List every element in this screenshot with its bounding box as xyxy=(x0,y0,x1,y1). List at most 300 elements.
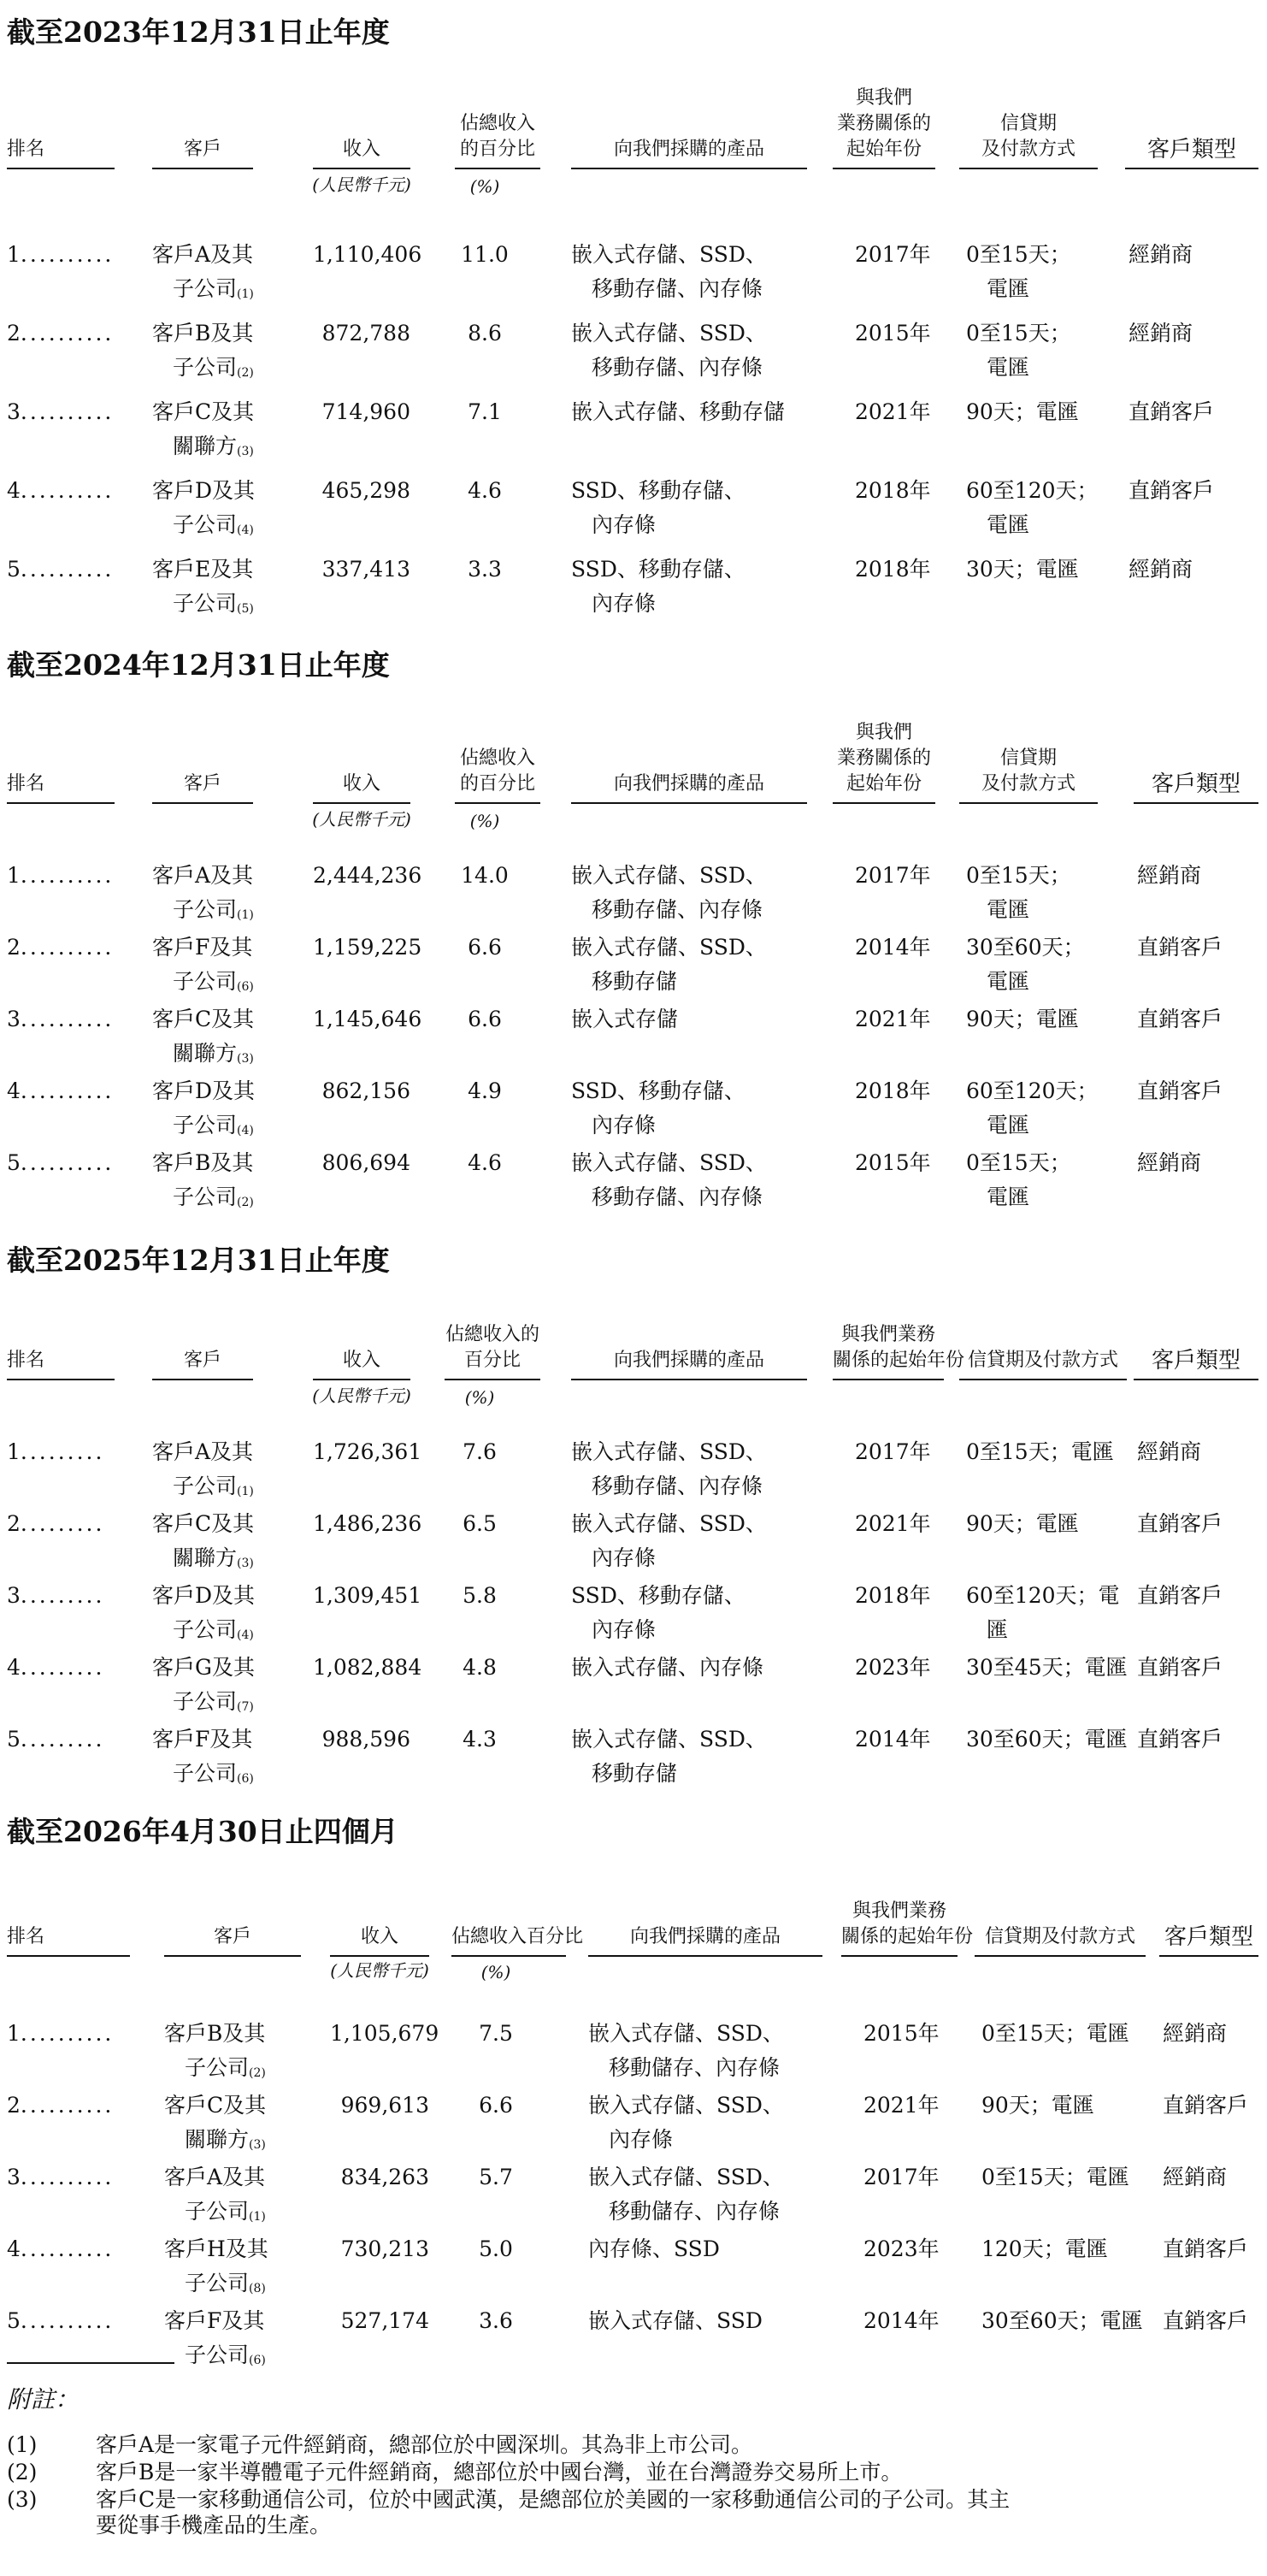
header-underline xyxy=(313,1379,410,1380)
header-line: 的百分比 xyxy=(459,773,535,795)
credit-line: 電匯 xyxy=(987,1113,1030,1137)
footnote-item xyxy=(7,2487,1264,2538)
products-line: 嵌入式存儲、移動存儲 xyxy=(571,399,786,424)
products-line: 嵌入式存儲、SSD、 xyxy=(571,242,767,267)
footnote-number: (3) xyxy=(7,2487,38,2512)
rank-number: 2 xyxy=(7,321,21,346)
column-header-type xyxy=(1134,1348,1258,1374)
header-underline xyxy=(152,168,253,169)
rank-number: 3 xyxy=(7,1007,21,1031)
header-underline xyxy=(455,168,540,169)
header-underline xyxy=(445,1379,540,1380)
column-header-revenue xyxy=(313,771,410,797)
customer-cell xyxy=(164,2232,268,2306)
rank-cell xyxy=(7,316,114,351)
table-row xyxy=(0,1074,1267,1143)
share-cell: 3.3 xyxy=(468,557,502,582)
customer-relation xyxy=(152,1685,255,1724)
products-cell xyxy=(571,1651,763,1685)
header-line: 客戶類型 xyxy=(1151,771,1240,797)
rank-number: 1 xyxy=(7,242,21,267)
customer-cell xyxy=(152,931,254,1004)
products-line: 嵌入式存儲、SSD xyxy=(588,2308,763,2333)
section-title: 截至2024年12月31日止年度 xyxy=(7,648,390,682)
credit-line: 60至120天； xyxy=(966,1078,1099,1103)
rank-number: 4 xyxy=(7,2236,21,2261)
customer-relation-text: 關聯方 xyxy=(173,1041,238,1066)
footnote-ref: (6) xyxy=(249,2354,266,2367)
footnote-ref: (1) xyxy=(237,908,254,922)
rank-number: 5 xyxy=(7,1727,21,1752)
credit-line: 0至15天；電匯 xyxy=(981,2021,1129,2046)
table-section xyxy=(0,1803,1267,2367)
customer-relation xyxy=(152,893,254,932)
customer-relation-text: 子公司 xyxy=(173,591,238,616)
products-line: 移動存儲、內存條 xyxy=(592,355,763,380)
products-line: 內存條 xyxy=(609,2127,674,2152)
customer-type-cell: 經銷商 xyxy=(1129,242,1193,267)
products-line: 移動儲存、內存條 xyxy=(609,2055,781,2080)
header-line: 起始年份 xyxy=(846,773,922,795)
header-line: 佔總收入百分比 xyxy=(451,1926,584,1947)
customer-name: 客戶A及其 xyxy=(152,242,254,267)
credit-line: 90天；電匯 xyxy=(966,1511,1079,1536)
column-header-rank xyxy=(7,1348,44,1374)
table-row xyxy=(0,474,1267,542)
customer-type-cell: 直銷客戶 xyxy=(1137,1655,1223,1680)
rank-cell xyxy=(7,2160,114,2195)
credit-terms-cell xyxy=(966,316,1071,385)
start-year-cell: 2014年 xyxy=(855,935,931,960)
products-line: 移動儲存、內存條 xyxy=(609,2199,781,2224)
rank-number: 2 xyxy=(7,935,21,960)
customer-relation-text: 子公司 xyxy=(173,1474,238,1498)
products-line: 嵌入式存儲、SSD、 xyxy=(571,1511,767,1536)
customer-relation xyxy=(152,1541,254,1580)
header-line: 客戶 xyxy=(183,773,221,795)
customer-relation xyxy=(152,272,254,311)
credit-line: 30至60天；電匯 xyxy=(981,2308,1143,2333)
header-underline xyxy=(7,802,115,804)
credit-terms-cell xyxy=(966,1074,1099,1143)
header-line: 關係的起始年份 xyxy=(833,1350,965,1371)
footnote-ref: (4) xyxy=(237,523,254,537)
products-line: 內存條 xyxy=(592,591,657,616)
share-cell: 7.5 xyxy=(479,2021,513,2046)
share-cell: 6.5 xyxy=(463,1511,497,1536)
customer-relation xyxy=(152,1757,254,1796)
header-underline xyxy=(313,802,410,804)
table-section xyxy=(0,635,1267,1230)
start-year-cell: 2021年 xyxy=(863,2093,940,2118)
footnote-ref: (5) xyxy=(237,602,254,616)
rank-number: 4 xyxy=(7,478,21,503)
customer-name: 客戶A及其 xyxy=(152,1439,254,1464)
header-line: 與我們 xyxy=(855,722,912,743)
leader-dots: .......... xyxy=(20,2021,115,2046)
start-year-cell: 2021年 xyxy=(855,1007,931,1031)
credit-terms-cell xyxy=(966,474,1099,542)
start-year-cell: 2018年 xyxy=(855,1078,931,1103)
rank-cell xyxy=(7,1435,104,1469)
rank-cell xyxy=(7,1002,114,1037)
customer-type-cell: 直銷客戶 xyxy=(1137,935,1223,960)
customer-relation-text: 子公司 xyxy=(185,2271,250,2295)
rank-number: 1 xyxy=(7,863,21,888)
share-cell: 6.6 xyxy=(468,935,502,960)
products-line: 嵌入式存儲、SSD、 xyxy=(571,863,767,888)
share-cell: 14.0 xyxy=(461,863,509,888)
header-underline xyxy=(975,1955,1146,1957)
rank-cell xyxy=(7,1579,104,1613)
credit-line: 30至60天；電匯 xyxy=(966,1727,1128,1752)
customer-relation-text: 關聯方 xyxy=(173,434,238,458)
customer-relation-text: 子公司 xyxy=(173,1761,238,1786)
customer-type-cell: 直銷客戶 xyxy=(1137,1007,1223,1031)
credit-line: 0至15天； xyxy=(966,242,1071,267)
revenue-cell: 1,726,361 xyxy=(313,1439,422,1464)
credit-terms-cell xyxy=(981,2304,1143,2338)
customer-cell xyxy=(152,1435,254,1509)
header-line: 關係的起始年份 xyxy=(841,1926,974,1947)
products-cell xyxy=(571,931,767,999)
header-line: 客戶 xyxy=(183,139,221,160)
products-line: 內存條 xyxy=(592,1545,657,1570)
credit-terms-cell xyxy=(966,1146,1071,1214)
table-row xyxy=(0,1507,1267,1575)
column-header-start xyxy=(841,1899,974,1950)
products-line: 移動存儲、內存條 xyxy=(592,1185,763,1209)
products-cell xyxy=(571,395,785,429)
products-line: 內存條 xyxy=(592,1113,657,1137)
customer-cell xyxy=(164,2017,266,2090)
start-year-cell: 2017年 xyxy=(855,863,931,888)
credit-line: 匯 xyxy=(987,1617,1009,1642)
products-line: 內存條、SSD xyxy=(588,2236,720,2261)
share-cell: 7.1 xyxy=(468,399,502,424)
rank-number: 1 xyxy=(7,1439,21,1464)
revenue-cell: 714,960 xyxy=(321,399,410,424)
rank-number: 4 xyxy=(7,1655,21,1680)
products-line: 嵌入式存儲、SSD、 xyxy=(588,2165,784,2189)
share-cell: 5.0 xyxy=(479,2236,513,2261)
header-line: 客戶類型 xyxy=(1164,1924,1253,1950)
header-underline xyxy=(1134,1379,1258,1380)
customer-name: 客戶F及其 xyxy=(152,1727,253,1752)
customer-relation-text: 子公司 xyxy=(173,969,238,994)
footnote-text xyxy=(96,2460,902,2485)
header-underline xyxy=(7,168,115,169)
column-header-customer xyxy=(164,1924,301,1950)
credit-terms-cell xyxy=(966,238,1071,306)
header-underline xyxy=(833,1379,944,1380)
section-title: 截至2026年4月30日止四個月 xyxy=(7,1815,398,1848)
customer-cell xyxy=(164,2089,266,2162)
header-underline xyxy=(841,1955,958,1957)
section-title: 截至2025年12月31日止年度 xyxy=(7,1244,390,1277)
revenue-cell: 969,613 xyxy=(340,2093,429,2118)
leader-dots: .......... xyxy=(20,1150,115,1175)
customer-name: 客戶C及其 xyxy=(152,1511,255,1536)
footnote-ref: (1) xyxy=(237,287,254,301)
revenue-cell: 988,596 xyxy=(321,1727,410,1752)
products-cell xyxy=(588,2089,784,2157)
share-cell: 11.0 xyxy=(461,242,509,267)
share-cell: 6.6 xyxy=(479,2093,513,2118)
customer-relation-text: 子公司 xyxy=(173,512,238,537)
customer-type-cell: 直銷客戶 xyxy=(1129,478,1215,503)
header-line: 客戶類型 xyxy=(1146,137,1236,162)
customer-relation xyxy=(152,351,254,390)
customer-type-cell: 經銷商 xyxy=(1129,557,1193,582)
credit-line: 0至15天；電匯 xyxy=(981,2165,1129,2189)
products-cell xyxy=(571,1722,767,1791)
rank-number: 2 xyxy=(7,1511,21,1536)
rank-cell xyxy=(7,2232,114,2266)
customer-relation-text: 關聯方 xyxy=(173,1545,238,1570)
customer-relation xyxy=(152,508,255,547)
share-cell: 4.8 xyxy=(463,1655,497,1680)
revenue-cell: 1,309,451 xyxy=(313,1583,422,1608)
share-cell: 5.8 xyxy=(463,1583,497,1608)
customer-type-cell: 直銷客戶 xyxy=(1129,399,1215,424)
products-cell xyxy=(571,1074,745,1143)
credit-terms-cell xyxy=(966,1651,1128,1685)
credit-terms-cell xyxy=(966,931,1085,999)
customer-relation-text: 子公司 xyxy=(173,897,238,922)
column-header-products xyxy=(571,137,807,162)
customer-relation xyxy=(152,965,254,1004)
customer-name: 客戶H及其 xyxy=(164,2236,268,2261)
products-line: 嵌入式存儲、SSD、 xyxy=(571,935,767,960)
customer-relation xyxy=(152,1469,254,1509)
footnote-ref: (8) xyxy=(249,2282,266,2295)
column-header-credit xyxy=(975,1924,1146,1950)
column-header-start xyxy=(833,1322,965,1374)
revenue-unit: (人民幣千元) xyxy=(312,174,411,195)
products-cell xyxy=(571,859,767,927)
products-cell xyxy=(571,238,767,306)
rank-cell xyxy=(7,395,114,429)
credit-line: 90天；電匯 xyxy=(966,399,1079,424)
revenue-cell: 337,413 xyxy=(321,557,410,582)
credit-line: 電匯 xyxy=(987,355,1030,380)
customer-type-cell: 直銷客戶 xyxy=(1163,2236,1249,2261)
share-unit: (%) xyxy=(469,176,500,197)
table-row xyxy=(0,1146,1267,1214)
leader-dots: .......... xyxy=(20,1078,115,1103)
start-year-cell: 2017年 xyxy=(855,242,931,267)
header-underline xyxy=(451,1955,566,1957)
customer-cell xyxy=(152,859,254,932)
customer-name: 客戶B及其 xyxy=(152,321,254,346)
column-header-revenue xyxy=(313,1348,410,1374)
column-header-rank xyxy=(7,1924,44,1950)
footnote-line: 客戶A是一家電子元件經銷商，總部位於中國深圳。其為非上市公司。 xyxy=(96,2432,753,2457)
products-line: 內存條 xyxy=(592,1617,657,1642)
start-year-cell: 2015年 xyxy=(863,2021,940,2046)
credit-line: 電匯 xyxy=(987,969,1030,994)
start-year-cell: 2015年 xyxy=(855,321,931,346)
customer-name: 客戶D及其 xyxy=(152,1583,256,1608)
customer-type-cell: 經銷商 xyxy=(1137,1150,1202,1175)
customer-relation xyxy=(152,587,254,626)
credit-line: 0至15天； xyxy=(966,863,1071,888)
rank-cell xyxy=(7,552,114,587)
credit-terms-cell xyxy=(981,2089,1094,2123)
start-year-cell: 2018年 xyxy=(855,557,931,582)
table-row xyxy=(0,2089,1267,2157)
column-header-revenue xyxy=(313,137,410,162)
credit-line: 電匯 xyxy=(987,276,1030,301)
credit-line: 30至45天；電匯 xyxy=(966,1655,1128,1680)
leader-dots: .......... xyxy=(20,2093,115,2118)
products-line: 嵌入式存儲、SSD、 xyxy=(588,2021,784,2046)
credit-line: 30至60天； xyxy=(966,935,1085,960)
header-line: 業務關係的 xyxy=(836,113,931,134)
header-underline xyxy=(588,1955,822,1957)
header-line: 向我們採購的產品 xyxy=(613,139,764,160)
revenue-cell: 834,263 xyxy=(340,2165,429,2189)
column-header-products xyxy=(571,1348,807,1374)
customer-cell xyxy=(152,552,254,626)
credit-terms-cell xyxy=(966,552,1079,587)
footnote-ref: (3) xyxy=(249,2138,266,2152)
start-year-cell: 2014年 xyxy=(855,1727,931,1752)
footnote-ref: (4) xyxy=(237,1124,254,1137)
credit-line: 60至120天；電 xyxy=(966,1583,1120,1608)
footnote-item xyxy=(7,2432,1264,2458)
leader-dots: ......... xyxy=(20,1583,105,1608)
rank-cell xyxy=(7,1074,114,1108)
footnote-line: 客戶B是一家半導體電子元件經銷商，總部位於中國台灣，並在台灣證券交易所上市。 xyxy=(96,2460,903,2484)
products-cell xyxy=(571,552,745,621)
revenue-unit: (人民幣千元) xyxy=(312,809,411,830)
footnote-ref: (6) xyxy=(237,1772,254,1786)
header-underline xyxy=(152,1379,253,1380)
customer-name: 客戶G及其 xyxy=(152,1655,255,1680)
customer-cell xyxy=(164,2160,266,2234)
revenue-cell: 872,788 xyxy=(321,321,410,346)
column-header-revenue xyxy=(330,1924,429,1950)
header-line: 收入 xyxy=(360,1926,398,1947)
footnote-ref: (1) xyxy=(237,1485,254,1498)
share-cell: 3.6 xyxy=(479,2308,513,2333)
header-underline xyxy=(833,802,935,804)
products-line: SSD、移動存儲、 xyxy=(571,557,745,582)
credit-terms-cell xyxy=(981,2017,1129,2051)
share-cell: 4.9 xyxy=(468,1078,502,1103)
leader-dots: .......... xyxy=(20,399,115,424)
customer-name: 客戶D及其 xyxy=(152,1078,256,1103)
credit-terms-cell xyxy=(966,1507,1079,1541)
leader-dots: .......... xyxy=(20,935,115,960)
customer-cell xyxy=(152,238,254,311)
header-underline xyxy=(1134,802,1258,804)
revenue-cell: 1,110,406 xyxy=(313,242,422,267)
products-line: 嵌入式存儲、SSD、 xyxy=(571,1150,767,1175)
header-line: 佔總收入的 xyxy=(445,1324,539,1345)
column-header-credit xyxy=(959,1348,1127,1374)
products-line: SSD、移動存儲、 xyxy=(571,1078,745,1103)
start-year-cell: 2017年 xyxy=(855,1439,931,1464)
customer-name: 客戶F及其 xyxy=(164,2308,265,2333)
rank-cell xyxy=(7,1651,104,1685)
header-underline xyxy=(7,1379,115,1380)
footnotes-title: 附註： xyxy=(7,2385,80,2414)
products-line: 移動存儲、內存條 xyxy=(592,1474,763,1498)
customer-name: 客戶C及其 xyxy=(164,2093,267,2118)
header-line: 客戶類型 xyxy=(1151,1348,1240,1374)
customer-relation xyxy=(164,2266,268,2306)
rank-number: 5 xyxy=(7,557,21,582)
header-underline xyxy=(959,802,1098,804)
customer-type-cell: 經銷商 xyxy=(1137,863,1202,888)
customer-relation xyxy=(164,2051,266,2090)
header-line: 排名 xyxy=(7,139,45,160)
header-line: 與我們 xyxy=(855,87,912,109)
column-header-rank xyxy=(7,137,44,162)
credit-line: 電匯 xyxy=(987,897,1030,922)
revenue-cell: 1,145,646 xyxy=(313,1007,422,1031)
leader-dots: .......... xyxy=(20,1007,115,1031)
header-line: 排名 xyxy=(7,1926,45,1947)
start-year-cell: 2015年 xyxy=(855,1150,931,1175)
share-cell: 6.6 xyxy=(468,1007,502,1031)
share-unit: (%) xyxy=(464,1387,495,1408)
customer-relation xyxy=(152,429,254,469)
credit-line: 電匯 xyxy=(987,1185,1030,1209)
credit-terms-cell xyxy=(966,1579,1120,1647)
footnote-ref: (2) xyxy=(237,1196,254,1209)
header-line: 向我們採購的產品 xyxy=(629,1926,781,1947)
header-line: 及付款方式 xyxy=(981,773,1075,795)
credit-terms-cell xyxy=(966,395,1079,429)
share-cell: 4.6 xyxy=(468,1150,502,1175)
credit-line: 90天；電匯 xyxy=(966,1007,1079,1031)
footnote-line: 要從事手機產品的生產。 xyxy=(96,2513,332,2538)
table-row xyxy=(0,859,1267,927)
column-header-products xyxy=(588,1924,822,1950)
customer-name: 客戶D及其 xyxy=(152,478,256,503)
customer-relation xyxy=(152,1613,255,1652)
table-row xyxy=(0,2232,1267,2301)
products-cell xyxy=(571,316,767,385)
credit-terms-cell xyxy=(966,1002,1079,1037)
customer-cell xyxy=(152,1074,255,1148)
footnote-ref: (3) xyxy=(237,1052,254,1066)
products-line: 內存條 xyxy=(592,512,657,537)
rank-number: 2 xyxy=(7,2093,21,2118)
header-line: 排名 xyxy=(7,1350,45,1371)
revenue-cell: 730,213 xyxy=(340,2236,429,2261)
rank-number: 5 xyxy=(7,1150,21,1175)
customer-cell xyxy=(152,1722,254,1796)
products-line: 嵌入式存儲、SSD、 xyxy=(571,1727,767,1752)
leader-dots: ......... xyxy=(20,1439,105,1464)
revenue-cell: 465,298 xyxy=(321,478,410,503)
customer-type-cell: 直銷客戶 xyxy=(1137,1078,1223,1103)
leader-dots: ......... xyxy=(20,1727,105,1752)
header-line: 業務關係的 xyxy=(836,747,931,769)
customer-cell xyxy=(152,316,254,390)
share-unit: (%) xyxy=(469,811,500,831)
customer-name: 客戶B及其 xyxy=(164,2021,266,2046)
products-cell xyxy=(571,1579,745,1647)
rank-cell xyxy=(7,931,114,965)
header-line: 信貸期 xyxy=(999,747,1057,769)
products-line: 移動存儲、內存條 xyxy=(592,276,763,301)
